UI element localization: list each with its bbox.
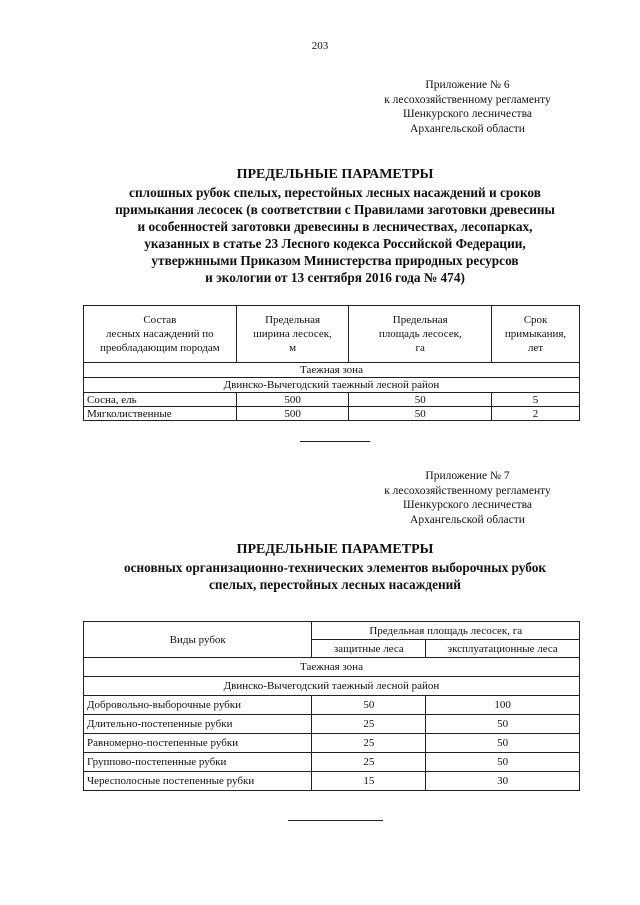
value-cell: 2 — [492, 407, 580, 421]
value-cell: 50 — [426, 715, 580, 734]
title-line: и экологии от 13 сентября 2016 года № 474) — [205, 270, 465, 285]
table-row — [84, 715, 580, 734]
appendix-line: Шенкурского лесничества — [403, 108, 532, 120]
value-cell: 50 — [426, 734, 580, 753]
value-cell: 500 — [236, 393, 349, 407]
region-row — [84, 378, 580, 393]
appendix-line: Шенкурского лесничества — [403, 499, 532, 511]
zone-row — [84, 363, 580, 378]
value-cell: 50 — [349, 393, 492, 407]
value-cell: 50 — [349, 407, 492, 421]
table-row — [84, 753, 580, 772]
value-cell: 15 — [312, 772, 426, 791]
header-cutting-type: Виды рубок — [84, 622, 312, 658]
region-label: Двинско-Вычегодский таежный лесной район — [84, 677, 580, 696]
title-line: утвержнными Приказом Министерства природных ресурсов — [151, 253, 519, 268]
cutting-type-cell: Добровольно-выборочные рубки — [84, 696, 312, 715]
title-line: указанных в статье 23 Лесного кодекса Российской Федерации, — [144, 236, 526, 251]
species-cell: Мягколиственные — [84, 407, 237, 421]
header-composition: Состав лесных насаждений по преобладающим породам — [84, 306, 237, 363]
header-max-area-group: Предельная площадь лесосек, га — [312, 622, 580, 640]
value-cell: 25 — [312, 753, 426, 772]
title-line: и особенностей заготовки древесины в лесничествах, лесопарках, — [137, 219, 533, 234]
title-line: спелых, перестойных лесных насаждений — [209, 577, 461, 592]
value-cell: 25 — [312, 734, 426, 753]
appendix-line: к лесохозяйственному регламенту — [384, 484, 551, 497]
title-line: примыкания лесосек (в соответствии с Правилами заготовки древесины — [115, 202, 555, 217]
table-header-row — [84, 306, 580, 363]
header-protective-forests: защитные леса — [312, 640, 426, 658]
zone-row — [84, 658, 580, 677]
end-rule — [288, 820, 383, 821]
zone-label: Таежная зона — [84, 363, 580, 378]
page-number: 203 — [311, 40, 329, 52]
table-header-row — [84, 622, 580, 640]
appendix-line: Архангельской области — [410, 513, 525, 526]
value-cell: 50 — [312, 696, 426, 715]
cutting-type-cell: Длительно-постепенные рубки — [84, 715, 312, 734]
header-max-width: Предельная ширина лесосек, м — [236, 306, 349, 363]
value-cell: 50 — [426, 753, 580, 772]
value-cell: 25 — [312, 715, 426, 734]
table-row — [84, 734, 580, 753]
selective-cutting-table — [83, 621, 580, 791]
clearcut-parameters-table — [83, 305, 580, 421]
title-line: основных организационно-технических элементов выборочных рубок — [123, 560, 547, 575]
value-cell: 100 — [426, 696, 580, 715]
appendix-line: Приложение № 6 — [425, 79, 510, 91]
zone-label: Таежная зона — [84, 658, 580, 677]
header-max-area: Предельная площадь лесосек, га — [349, 306, 492, 363]
table-row — [84, 772, 580, 791]
appendix-line: к лесохозяйственному регламенту — [384, 93, 551, 106]
title-heading: ПРЕДЕЛЬНЫЕ ПАРАМЕТРЫ — [236, 542, 434, 557]
table-row — [84, 393, 580, 407]
value-cell: 500 — [236, 407, 349, 421]
table-row — [84, 407, 580, 421]
appendix-7-reference — [360, 469, 575, 527]
header-adjacency-term: Срок примыкания, лет — [492, 306, 580, 363]
species-cell: Сосна, ель — [84, 393, 237, 407]
value-cell: 30 — [426, 772, 580, 791]
cutting-type-cell: Группово-постепенные рубки — [84, 753, 312, 772]
cutting-type-cell: Равномерно-постепенные рубки — [84, 734, 312, 753]
appendix-6-reference — [360, 78, 575, 136]
table-7-title — [70, 541, 600, 593]
value-cell: 5 — [492, 393, 580, 407]
table-row — [84, 696, 580, 715]
separator-rule — [300, 441, 370, 442]
header-exploitation-forests: эксплуатационные леса — [426, 640, 580, 658]
region-label: Двинско-Вычегодский таежный лесной район — [84, 378, 580, 393]
region-row — [84, 677, 580, 696]
appendix-line: Архангельской области — [410, 122, 525, 135]
table-6-title — [70, 166, 600, 286]
appendix-line: Приложение № 7 — [425, 470, 510, 482]
title-line: сплошных рубок спелых, перестойных лесных насаждений и сроков — [129, 185, 541, 200]
cutting-type-cell: Чересполосные постепенные рубки — [84, 772, 312, 791]
title-heading: ПРЕДЕЛЬНЫЕ ПАРАМЕТРЫ — [236, 167, 434, 182]
